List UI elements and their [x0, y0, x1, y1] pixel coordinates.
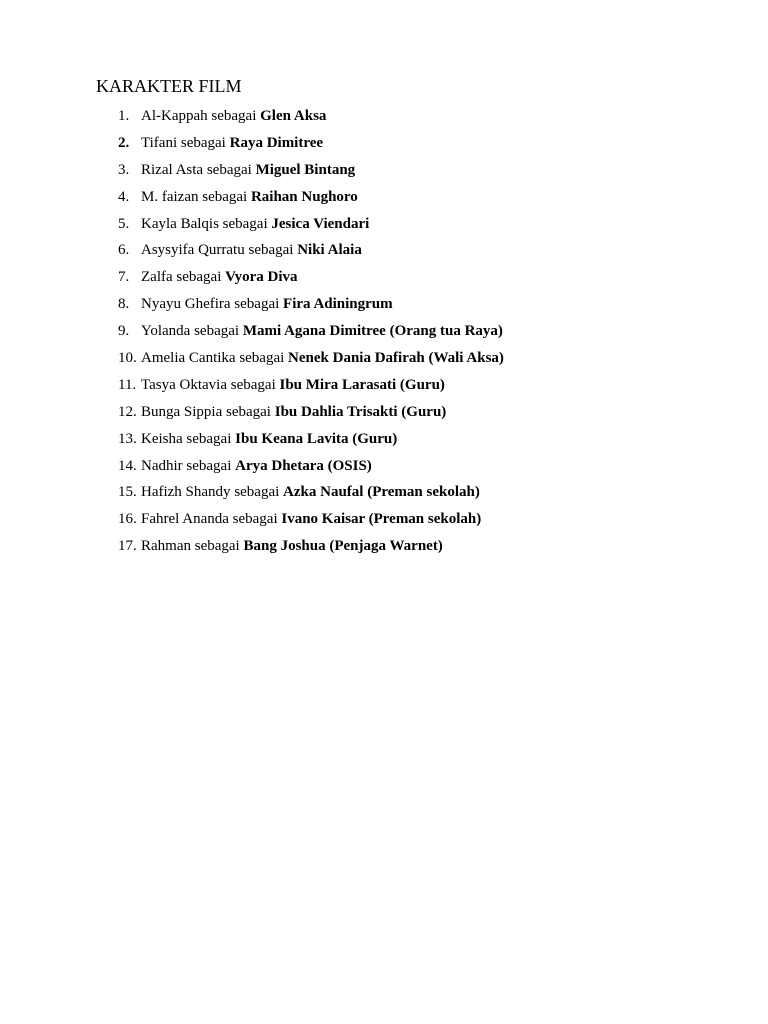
- item-text: [141, 348, 504, 368]
- item-number: 8.: [118, 296, 130, 313]
- role-name: Ibu Dahlia Trisakti (Guru): [274, 403, 447, 420]
- actor-name: Asysyifa Qurratu: [141, 242, 245, 259]
- role-name: Ibu Keana Lavita (Guru): [235, 430, 398, 447]
- actor-name: Tifani: [141, 134, 178, 151]
- item-text: [141, 509, 481, 529]
- actor-name: Fahrel Ananda: [141, 511, 229, 528]
- connector-word: sebagai: [232, 511, 278, 528]
- actor-name: Tasya Oktavia: [141, 376, 228, 393]
- item-text: [141, 187, 358, 207]
- connector-word: sebagai: [194, 323, 240, 340]
- item-number: 16.: [118, 511, 137, 528]
- item-number: 2.: [118, 134, 130, 151]
- connector-word: sebagai: [206, 161, 252, 178]
- role-name: Niki Alaia: [297, 242, 362, 259]
- item-text: [141, 536, 443, 556]
- connector-word: sebagai: [234, 484, 280, 501]
- connector-word: sebagai: [186, 457, 232, 474]
- connector-word: sebagai: [211, 108, 257, 124]
- role-name: Glen Aksa: [260, 108, 327, 124]
- actor-name: Kayla Balqis: [141, 215, 219, 232]
- item-text: [141, 267, 298, 287]
- role-name: Jesica Viendari: [271, 215, 370, 232]
- connector-word: sebagai: [230, 376, 276, 393]
- actor-name: Hafizh Shandy: [141, 484, 231, 501]
- role-name: Ibu Mira Larasati (Guru): [279, 376, 445, 393]
- connector-word: sebagai: [194, 538, 240, 555]
- actor-name: Rahman: [141, 538, 191, 555]
- connector-word: sebagai: [239, 350, 285, 367]
- item-number: 5.: [118, 215, 130, 232]
- actor-name: Yolanda: [141, 323, 191, 340]
- connector-word: sebagai: [248, 242, 294, 259]
- role-name: Bang Joshua (Penjaga Warnet): [243, 538, 443, 555]
- item-text: [141, 321, 503, 341]
- actor-name: M. faizan: [141, 188, 199, 205]
- item-number: 4.: [118, 188, 130, 205]
- item-number: 15.: [118, 484, 137, 501]
- item-number: 11.: [118, 376, 137, 393]
- item-number: 14.: [118, 457, 137, 474]
- role-name: Vyora Diva: [225, 269, 298, 286]
- item-text: [141, 456, 372, 476]
- item-number: 1.: [118, 108, 130, 124]
- actor-name: Zalfa: [141, 269, 173, 286]
- connector-word: sebagai: [234, 296, 280, 313]
- item-text: [141, 375, 445, 395]
- connector-word: sebagai: [180, 134, 226, 151]
- item-number: 6.: [118, 242, 130, 259]
- role-name: Raihan Nughoro: [250, 188, 358, 205]
- connector-word: sebagai: [202, 188, 248, 205]
- item-number: 13.: [118, 430, 137, 447]
- role-name: Fira Adiningrum: [283, 296, 393, 313]
- item-text: [141, 160, 355, 180]
- item-text: [141, 482, 480, 502]
- role-name: Arya Dhetara (OSIS): [235, 457, 372, 474]
- connector-word: sebagai: [222, 215, 268, 232]
- actor-name: Rizal Asta: [141, 161, 204, 178]
- connector-word: sebagai: [186, 430, 232, 447]
- actor-name: Al-Kappah: [141, 108, 208, 124]
- role-name: Nenek Dania Dafirah (Wali Aksa): [288, 350, 504, 367]
- item-number: 10.: [118, 350, 137, 367]
- item-number: 12.: [118, 403, 137, 420]
- role-name: Miguel Bintang: [255, 161, 356, 178]
- actor-name: Keisha: [141, 430, 183, 447]
- item-number: 9.: [118, 323, 130, 340]
- connector-word: sebagai: [226, 403, 271, 420]
- actor-name: Nadhir: [141, 457, 183, 474]
- role-name: Ivano Kaisar (Preman sekolah): [281, 511, 482, 528]
- actor-name: Bunga Sippia: [141, 403, 223, 420]
- item-text: [141, 106, 326, 126]
- document-title: KARAKTER FILM: [96, 76, 242, 96]
- connector-word: sebagai: [176, 269, 222, 286]
- actor-name: Amelia Cantika: [141, 350, 236, 367]
- item-number: 7.: [118, 269, 130, 286]
- item-text: [141, 294, 393, 314]
- item-text: [141, 402, 446, 422]
- item-text: [141, 240, 362, 260]
- item-number: 3.: [118, 161, 130, 178]
- item-text: [141, 429, 397, 449]
- item-number: 17.: [118, 538, 137, 555]
- role-name: Raya Dimitree: [229, 134, 324, 151]
- role-name: Mami Agana Dimitree (Orang tua Raya): [242, 323, 503, 340]
- actor-name: Nyayu Ghefira: [141, 296, 231, 313]
- item-text: [141, 214, 369, 234]
- role-name: Azka Naufal (Preman sekolah): [283, 484, 480, 501]
- item-text: [141, 133, 323, 153]
